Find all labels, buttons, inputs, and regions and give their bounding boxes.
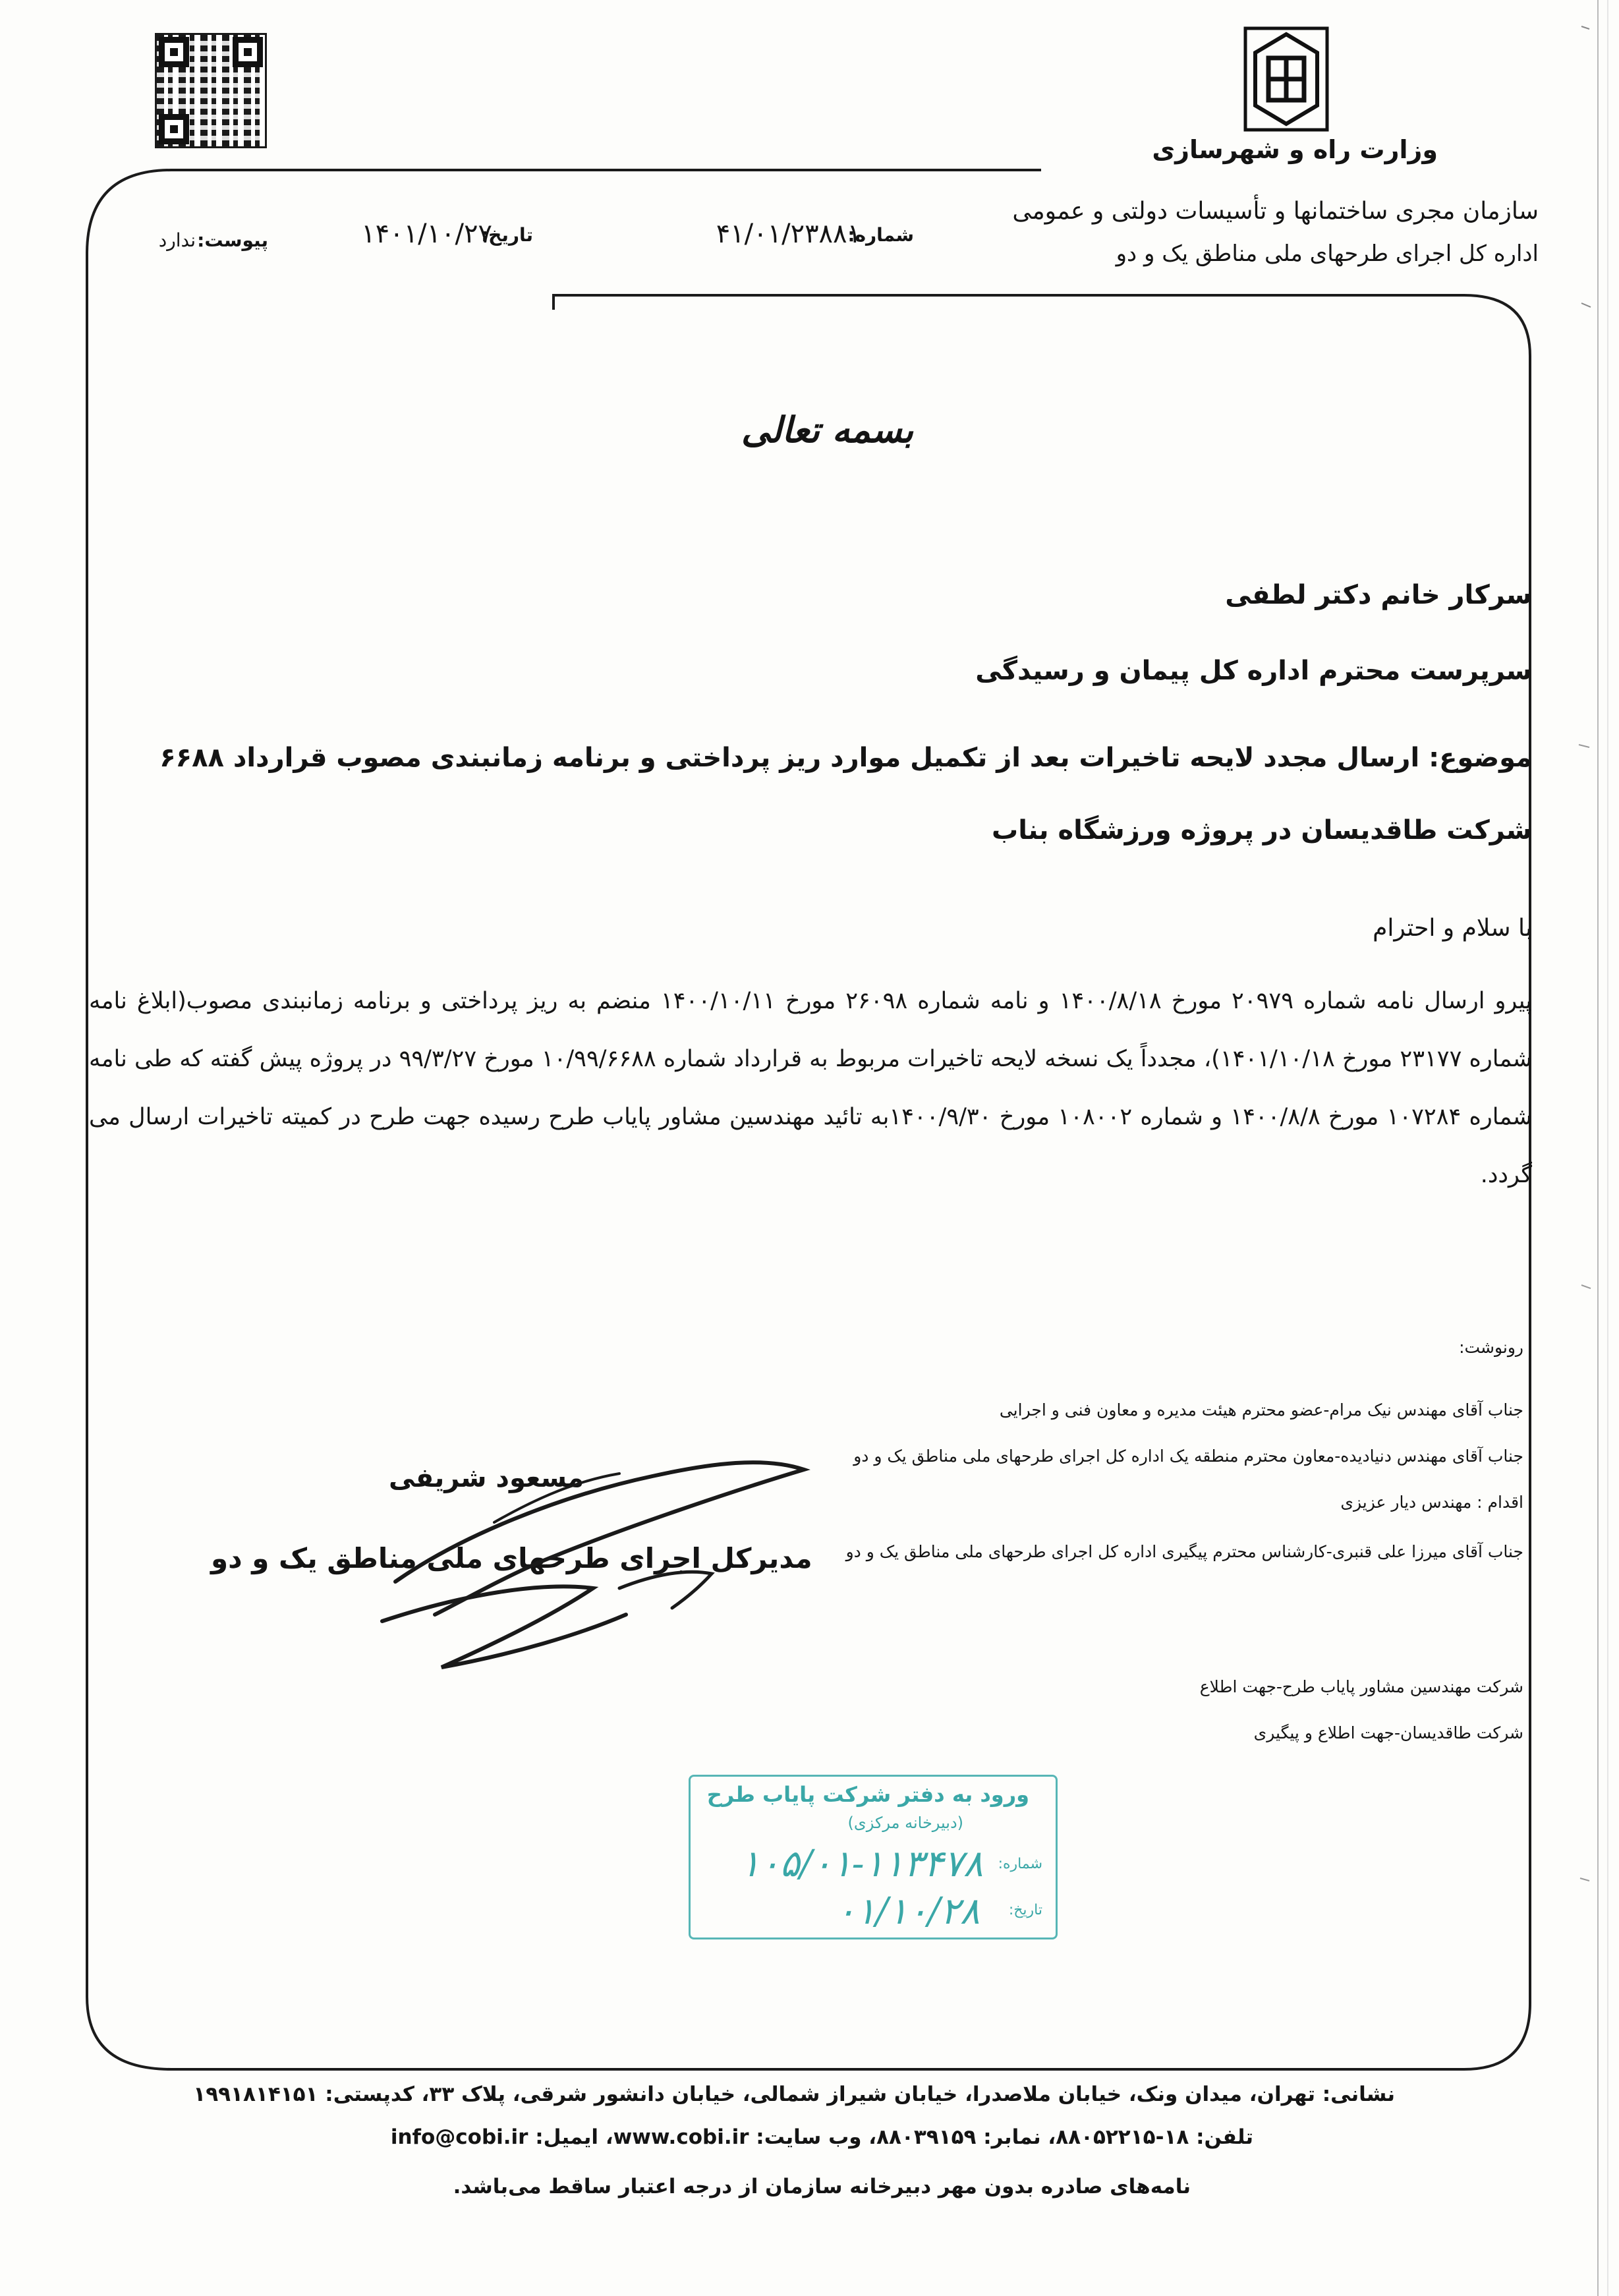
stamp-date-label: تاریخ: <box>1008 1902 1042 1918</box>
stamp-date: ۰۱/۱۰/۲۸ <box>836 1890 980 1933</box>
greeting: با سلام و احترام <box>1373 915 1532 942</box>
stamp-subtitle: (دبیرخانه مرکزی) <box>847 1814 963 1832</box>
stamp-number-label: شماره: <box>998 1856 1042 1872</box>
cc-item: جناب آقای میرزا علی قنبری-کارشناس محترم پیگیری اداره کل اجرای طرحهای ملی مناطق یک و دو <box>845 1542 1523 1561</box>
number-label: شماره: <box>847 224 914 246</box>
handwritten-signature <box>343 1417 870 1694</box>
cc-title: رونوشت: <box>1459 1338 1523 1357</box>
date-label: تاریخ: <box>480 224 533 246</box>
stamp-title: ورود به دفتر شرکت پایاب طرح <box>706 1782 1029 1807</box>
signatory-name: مسعود شریفی <box>389 1463 584 1493</box>
footer-address: نشانی: تهران، میدان ونک، خیابان ملاصدرا، خیابان شیراز شمالی، خیابان دانشور شرقی، پلاک ۳۳، کدپستی: ۱۹۹۱۸۱۴۱۵۱ <box>193 2082 1395 2106</box>
cc-item: شرکت طاقدیسان-جهت اطلاع و پیگیری <box>1253 1723 1523 1742</box>
cc-item: شرکت مهندسین مشاور پایاب طرح-جهت اطلاع <box>1199 1677 1523 1696</box>
scan-edge-marks <box>1535 0 1619 2296</box>
ministry-name: وزارت راه و شهرسازی <box>1152 135 1438 164</box>
letter-number: ۴۱/۰۱/۲۳۸۸۱ <box>716 219 861 249</box>
letter-subject: موضوع: ارسال مجدد لایحه تاخیرات بعد از تکمیل موارد ریز پرداختی و برنامه زمانبندی مصوب قرارداد ۶۶۸۸ شرکت طاقدیسان در پروژه ورزشگاه بناب <box>159 743 1532 846</box>
received-stamp <box>689 1775 1058 1939</box>
cc-item: جناب آقای مهندس نیک مرام-عضو محترم هیئت مدیره و معاون فنی و اجرایی <box>999 1400 1523 1420</box>
letter-body: پیرو ارسال نامه شماره ۲۰۹۷۹ مورخ ۱۴۰۰/۸/۱۸ و نامه شماره ۲۶۰۹۸ مورخ ۱۴۰۰/۱۰/۱۱ منضم به ریز پرداختی و برنامه زمانبندی مصوب(ابلاغ نامه شماره ۲۳۱۷۷ مورخ ۱۴۰۱/۱۰/۱۸)، مجدداً یک نسخه لایحه تاخیرات مربوط به قرارداد شماره ۱۰/۹۹/۶۶۸۸ مورخ ۹۹/۳/۲۷ در پروژه پیش گفته که طی نامه شماره ۱۰۷۲۸۴ مورخ ۱۴۰۰/۸/۸ و شماره ۱۰۸۰۰۲ مورخ ۱۴۰۰/۹/۳۰به تائید مهندسین مشاور پایاب طرح رسیده جهت طرح در کمیته تاخیرات ارسال می گردد. <box>89 988 1533 1188</box>
invocation: بسمه تعالی <box>741 409 914 451</box>
cc-item: جناب آقای مهندس دنیادیده-معاون محترم منطقه یک اداره کل اجرای طرحهای ملی مناطق یک و دو <box>853 1447 1523 1466</box>
attachment-label: پیوست: <box>197 229 268 251</box>
stamp-number: ۱۰۵/۰۱-۱۱۳۴۷۸ <box>740 1843 983 1885</box>
organization-name: سازمان مجری ساختمانها و تأسیسات دولتی و عمومی <box>1012 198 1539 225</box>
department-name: اداره کل اجرای طرحهای ملی مناطق یک و دو <box>1116 241 1539 267</box>
recipient-name: سرکار خانم دکتر لطفی <box>1225 580 1532 610</box>
attachment-value: ندارد <box>158 229 196 251</box>
footer-contact: تلفن: ۱۸-۸۸۰۵۲۲۱۵، نمابر: ۸۸۰۳۹۱۵۹، وب سایت: www.cobi.ir، ایمیل: info@cobi.ir <box>390 2125 1253 2149</box>
letter-date: ۱۴۰۱/۱۰/۲۷ <box>361 219 492 249</box>
signatory-title: مدیرکل اجرای طرحهای ملی مناطق یک و دو <box>211 1542 812 1574</box>
cc-item: اقدام : مهندس دیار عزیزی <box>1340 1493 1523 1512</box>
footer-notice: نامه‌های صادره بدون مهر دبیرخانه سازمان از درجه اعتبار ساقط می‌باشد. <box>453 2175 1191 2198</box>
recipient-title: سرپرست محترم اداره کل پیمان و رسیدگی <box>975 656 1532 686</box>
